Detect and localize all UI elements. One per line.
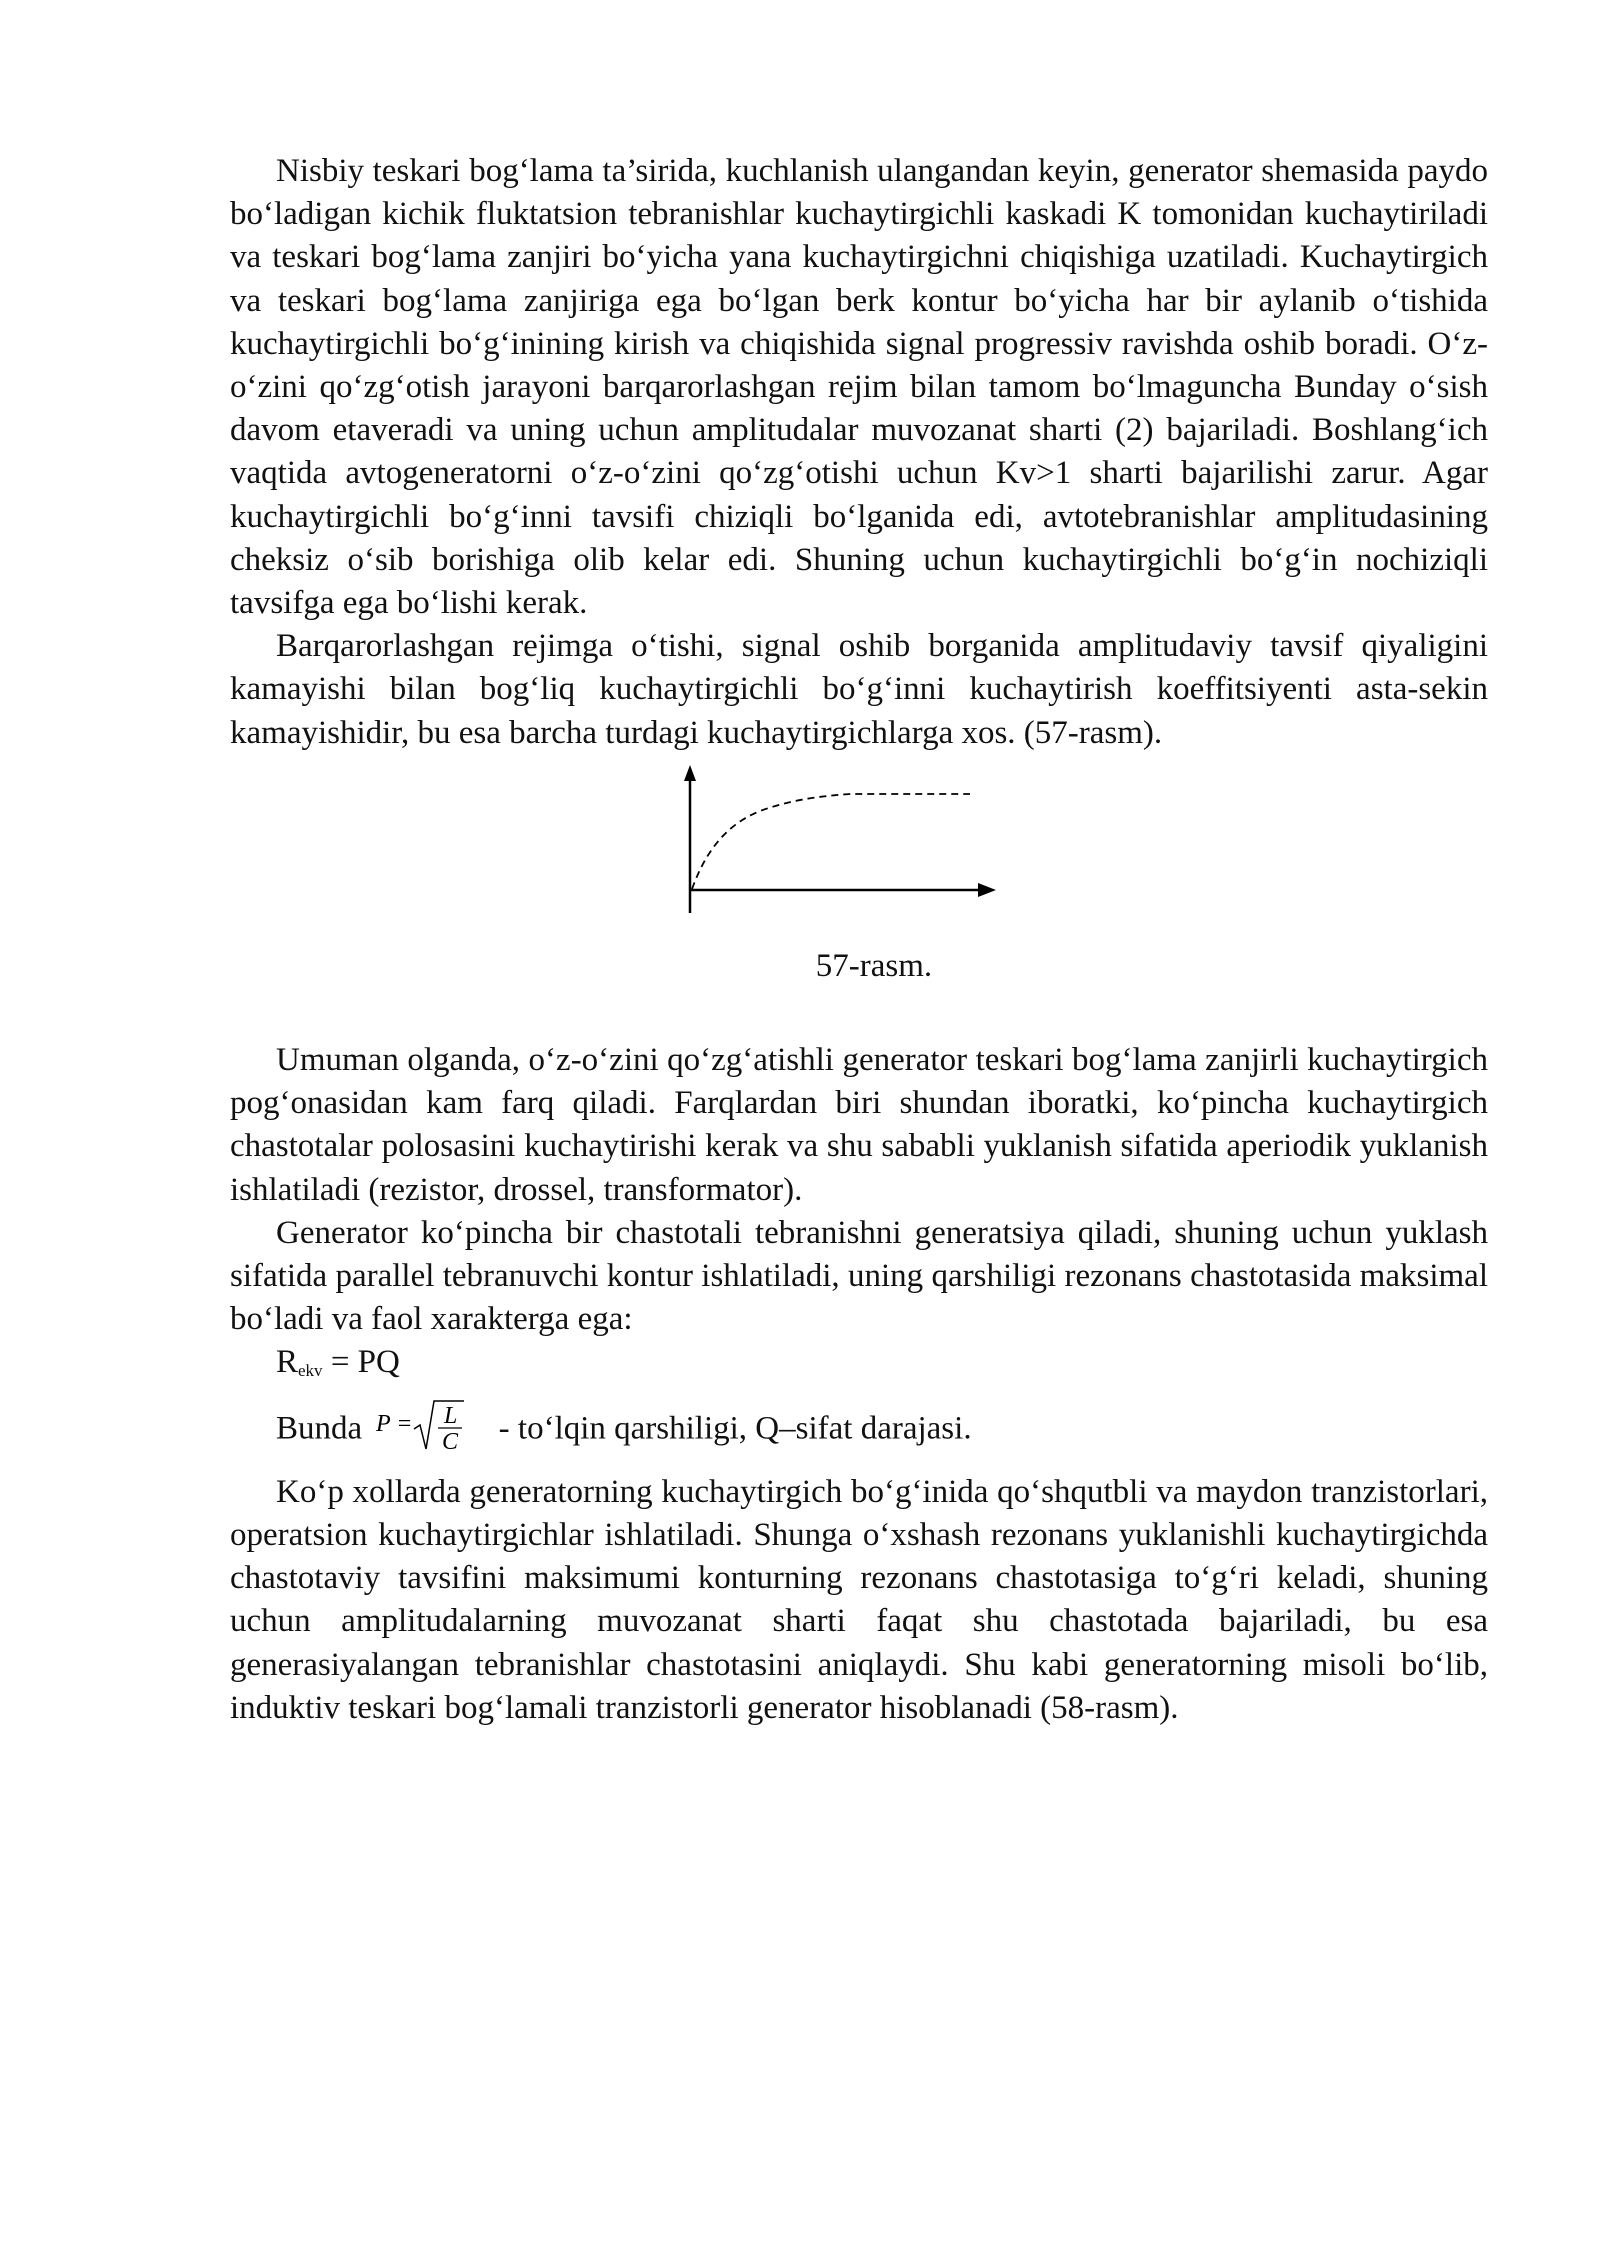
amplitude-curve [692,794,970,889]
formula-lhs: P = [376,1410,413,1437]
paragraph: Umuman olganda, o‘z-o‘zini qo‘zg‘atishli generator teskari bog‘lama zanjirli kuchaytirgich pog‘onasidan kam farq qiladi. Farqlardan biri shundan iboratki, ko‘pincha kuchaytirgich chastotalar polosasini kuchaytirishi kerak va shu sababli yuklanish sifatida aperiodik yuklanish ishlatiladi (rezistor, drossel, transformator). [230,1042,1488,1208]
x-axis-arrow-icon [978,883,996,897]
sqrt-formula [374,1397,486,1465]
paragraph: Ko‘p xollarda generatorning kuchaytirgich bo‘g‘inida qo‘shqutbli va maydon tranzistorlari, operatsion kuchaytirgichlar ishlatiladi. Shunga o‘xshash rezonans yuklanishli kuchaytirgichda chastotaviy tavsifini maksimumi konturning rezonans chastotasiga to‘g‘ri keladi, shuning uchun amplitudalarning muvozanat sharti faqat shu chastotada bajariladi, bu esa generasiyalangan tebranishlar chastotasini aniqlaydi. Shu kabi generatorning misoli bo‘lib, induktiv teskari bog‘lamali tranzistorli generator hisoblanadi (58-rasm). [230,1473,1488,1726]
paragraph: Barqarorlashgan rejimga o‘tishi, signal oshib borganida amplitudaviy tavsif qiyaligini kamayishi bilan bog‘liq kuchaytirgichli bo‘g‘inni kuchaytirish koeffitsiyenti asta-sekin kamayishidir, bu esa barcha turdagi kuchaytirgichlarga xos. (57-rasm). [230,628,1488,751]
formula-wave-resistance: Bunda P = L C - to‘lqin qarshiligi, Q–sifat darajasi. [230,1397,1488,1465]
figure-57 [230,763,1488,923]
formula-numerator: L [444,1402,458,1429]
formula-rekv: $R_{ekv}$ = PQ [276,1344,400,1381]
document-page [230,150,1488,1730]
paragraph: Nisbiy teskari bog‘lama ta’sirida, kuchlanish ulangandan keyin, generator shemasida paydo bo‘ladigan kichik fluktatsion tebranishlar kuchaytirgichli kaskadi K tomonidan kuchaytiriladi va teskari bog‘lama zanjiri bo‘yicha yana kuchaytirgichni chiqishiga uzatiladi. Kuchaytirgich va teskari bog‘lama zanjiriga ega bo‘lgan berk kontur bo‘yicha har bir aylanib o‘tishida kuchaytirgichli bo‘g‘inining kirish va chiqishida signal progressiv ravishda oshib boradi. O‘z-o‘zini qo‘zg‘otish jarayoni barqarorlashgan rejim bilan tamom bo‘lmaguncha Bunday o‘sish davom etaveradi va uning uchun amplitudalar muvozanat sharti (2) bajariladi. Boshlang‘ich vaqtida avtogeneratorni o‘z-o‘zini qo‘zg‘otishi uchun Kv>1 sharti bajarilishi zarur. Agar kuchaytirgichli bo‘g‘inni tavsifi chiziqli bo‘lganida edi, avtotebranishlar amplitudasining cheksiz o‘sib borishiga olib kelar edi. Shuning uchun kuchaytirgichli bo‘g‘in nochiziqli tavsifga ega bo‘lishi kerak. [230,153,1488,622]
paragraph: Generator ko‘pincha bir chastotali tebranishni generatsiya qiladi, shuning uchun yuklash sifatida parallel tebranuvchi kontur ishlatiladi, uning qarshiligi rezonans chastotasida maksimal bo‘ladi va faol xarakterga ega: [230,1214,1488,1338]
figure-caption: 57-rasm. [815,947,933,984]
saturation-curve-graph [650,763,1130,913]
formula-denominator: C [442,1428,459,1453]
y-axis-arrow-icon [684,765,696,781]
